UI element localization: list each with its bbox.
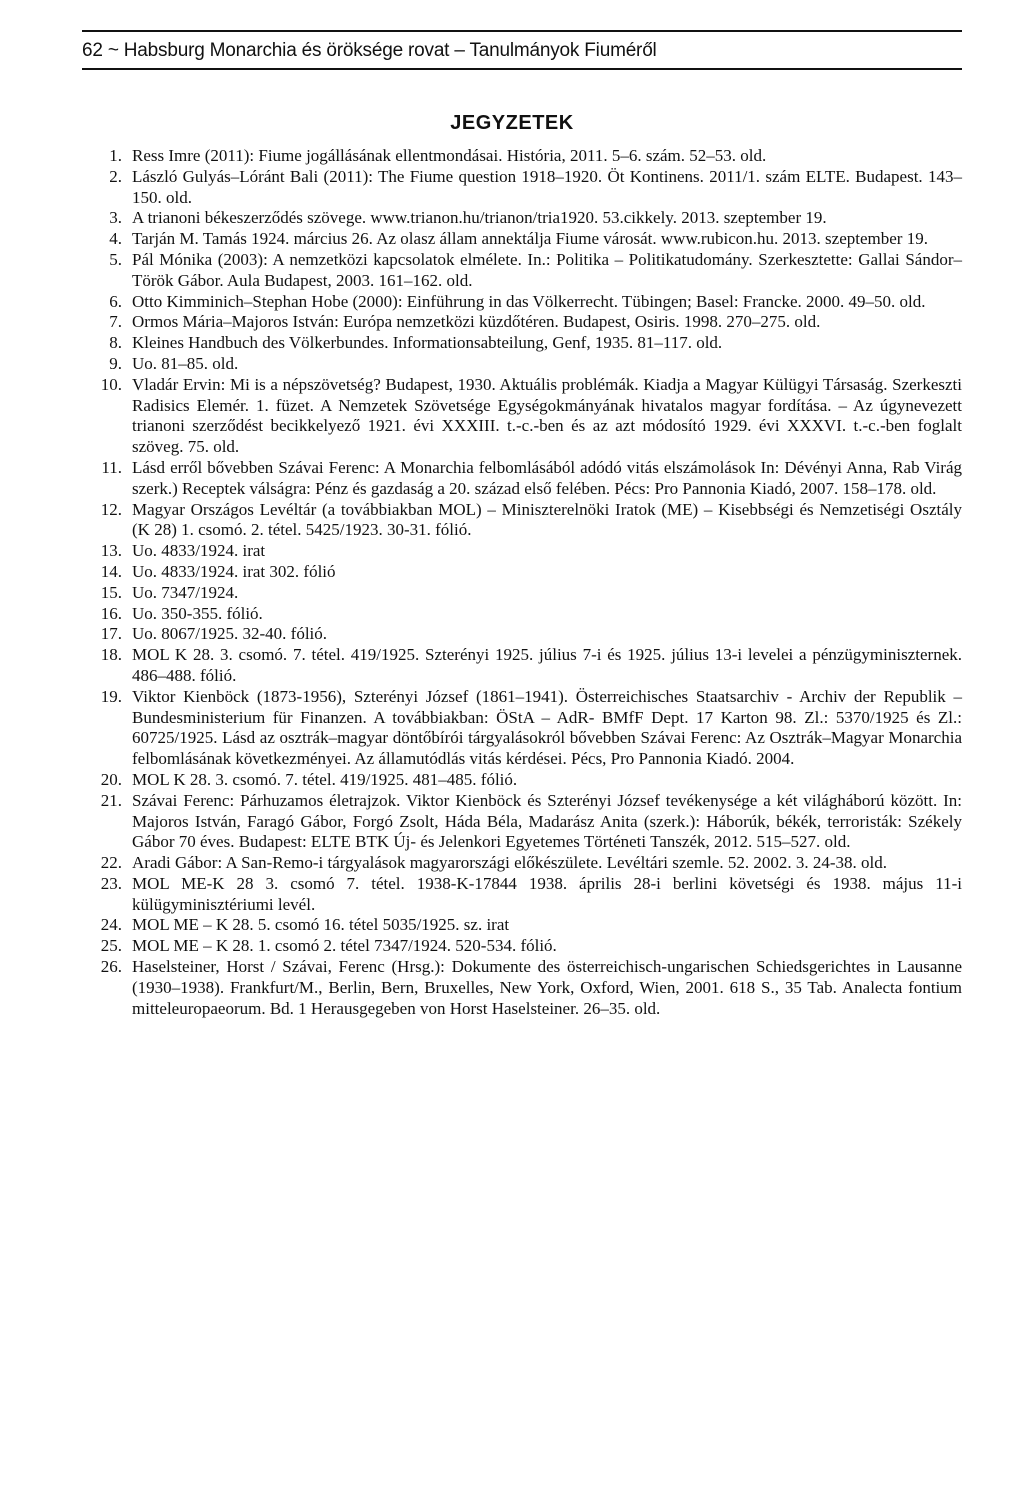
endnote-item	[80, 292, 962, 313]
endnote-text: Tarján M. Tamás 1924. március 26. Az olasz állam annektálja Fiume városát. www.rubicon.hu. 2013. szeptember 19.	[132, 229, 928, 249]
endnote-item	[80, 645, 962, 687]
endnote-text: Magyar Országos Levéltár (a továbbiakban MOL) – Miniszterelnöki Iratok (ME) – Kisebbségi és Nemzetiségi Osztály (K 28) 1. csomó. 2. tétel. 5425/1923. 30-31. fólió.	[132, 499, 962, 540]
endnote-number: 11.	[101, 457, 122, 477]
endnote-number: 5.	[109, 249, 122, 269]
endnote-text: MOL ME – K 28. 1. csomó 2. tétel 7347/1924. 520-534. fólió.	[132, 936, 557, 956]
endnote-text: Viktor Kienböck (1873-1956), Szterényi József (1861–1941). Österreichisches Staatsarchiv - Archiv der Republik – Bundesministerium für Finanzen. A továbbiakban: ÖStA – AdR- BMfF Dept. 17 Karton 98. Zl.: 5370/1925 és Zl.: 60725/1925. Lásd az osztrák–magyar döntőbírói tárgyalásokról bővebben Szávai Ferenc: Az Osztrák–Magyar Monarchia felbomlásának következményei. Az államutódlás vitás kérdései. Pécs, Pro Pannonia Kiadó. 2004.	[132, 686, 962, 769]
endnote-number: 19.	[100, 686, 122, 706]
endnote-text: László Gulyás–Lóránt Bali (2011): The Fiume question 1918–1920. Öt Kontinens. 2011/1. szám ELTE. Budapest. 143–150. old.	[132, 166, 962, 207]
endnote-text: Vladár Ervin: Mi is a népszövetség? Budapest, 1930. Aktuális problémák. Kiadja a Magyar Külügyi Társaság. Szerkeszti Radisics Elemér. 1. füzet. A Nemzetek Szövetsége Egységokmányának hivatalos magyar fordítása. – Az úgynevezett trianoni szerződést becikkelyező 1921. évi XXXIII. t.-c.-ben és az azt módosító 1929. évi XXXVI. t.-c.-ben foglalt szöveg. 75. old.	[132, 374, 962, 457]
endnote-number: 23.	[100, 873, 122, 893]
endnote-item	[80, 146, 962, 167]
endnote-text: MOL ME-K 28 3. csomó 7. tétel. 1938-K-17844 1938. április 28-i berlini követségi és 1938. május 11-i külügyminisztériumi levél.	[132, 873, 962, 914]
endnote-text: Uo. 7347/1924.	[132, 582, 239, 602]
endnote-text: Pál Mónika (2003): A nemzetközi kapcsolatok elmélete. In.: Politika – Politikatudomány. Szerkesztette: Gallai Sándor–Török Gábor. Aula Budapest, 2003. 161–162. old.	[132, 249, 962, 290]
endnote-item	[80, 604, 962, 625]
endnote-text: Otto Kimminich–Stephan Hobe (2000): Einführung in das Völkerrecht. Tübingen; Basel: Francke. 2000. 49–50. old.	[132, 291, 926, 311]
endnote-number: 20.	[100, 769, 122, 789]
endnote-text: Ress Imre (2011): Fiume jogállásának ellentmondásai. História, 2011. 5–6. szám. 52–53. old.	[132, 146, 767, 165]
endnote-item	[80, 500, 962, 542]
endnote-item	[80, 333, 962, 354]
endnote-text: Uo. 4833/1924. irat 302. fólió	[132, 561, 336, 581]
endnote-number: 9.	[109, 353, 122, 373]
endnote-number: 14.	[100, 561, 122, 581]
endnotes-list	[80, 146, 962, 1019]
section-title: JEGYZETEK	[450, 112, 574, 134]
endnote-item	[80, 375, 962, 458]
endnote-number: 6.	[109, 291, 122, 311]
endnote-text: Uo. 4833/1924. irat	[132, 541, 266, 561]
endnote-number: 13.	[100, 541, 122, 561]
endnote-item	[80, 687, 962, 770]
endnote-number: 16.	[100, 603, 122, 623]
endnote-number: 2.	[109, 166, 122, 186]
endnote-text: Uo. 8067/1925. 32-40. fólió.	[132, 624, 328, 644]
endnote-number: 10.	[100, 374, 122, 394]
endnote-number: 17.	[100, 624, 122, 644]
endnote-number: 21.	[100, 790, 122, 810]
header-text: 62 ~ Habsburg Monarchia és öröksége rovat – Tanulmányok Fiuméről	[82, 40, 657, 61]
endnote-item	[80, 791, 962, 853]
endnote-text: Uo. 350-355. fólió.	[132, 603, 263, 623]
endnote-number: 3.	[109, 208, 122, 228]
running-header	[82, 30, 962, 70]
endnote-item	[80, 936, 962, 957]
endnote-number: 15.	[100, 582, 122, 602]
endnote-item	[80, 250, 962, 292]
endnote-number: 8.	[109, 333, 122, 353]
endnote-text: A trianoni békeszerződés szövege. www.trianon.hu/trianon/tria1920. 53.cikkely. 2013. szeptember 19.	[132, 208, 827, 228]
endnote-text: Szávai Ferenc: Párhuzamos életrajzok. Viktor Kienböck és Szterényi József tevékenysége a két világháború között. In: Majoros István, Faragó Gábor, Forgó Zsolt, Háda Béla, Madarász Anita (szerk.): Háborúk, békék, terroristák: Székely Gábor 70 éves. Budapest: ELTE BTK Új- és Jelenkori Egyetemes Történeti Tanszék, 2012. 515–527. old.	[132, 790, 962, 852]
endnote-item	[80, 853, 962, 874]
endnote-number: 12.	[100, 499, 122, 519]
endnote-number: 18.	[100, 645, 122, 665]
endnote-item	[80, 770, 962, 791]
endnote-item	[80, 208, 962, 229]
endnote-item	[80, 541, 962, 562]
endnote-text: MOL ME – K 28. 5. csomó 16. tétel 5035/1925. sz. irat	[132, 915, 510, 935]
endnote-text: Lásd erről bővebben Szávai Ferenc: A Monarchia felbomlásából adódó vitás elszámolások In: Dévényi Anna, Rab Virág szerk.) Receptek válságra: Pénz és gazdaság a 20. század első felében. Pécs: Pro Pannonia Kiadó, 2007. 158–178. old.	[132, 457, 962, 498]
endnote-item	[80, 312, 962, 333]
endnote-item	[80, 458, 962, 500]
endnote-text: Aradi Gábor: A San-Remo-i tárgyalások magyarországi előkészülete. Levéltári szemle. 52. 2002. 3. 24-38. old.	[132, 853, 888, 873]
endnote-item	[80, 354, 962, 375]
endnote-number: 24.	[100, 915, 122, 935]
endnote-text: Uo. 81–85. old.	[132, 353, 239, 373]
endnote-item	[80, 167, 962, 209]
endnote-number: 1.	[109, 146, 122, 165]
endnote-number: 26.	[100, 957, 122, 977]
endnote-text: Kleines Handbuch des Völkerbundes. Informationsabteilung, Genf, 1935. 81–117. old.	[132, 333, 723, 353]
endnote-item	[80, 229, 962, 250]
endnote-text: Haselsteiner, Horst / Szávai, Ferenc (Hrsg.): Dokumente des österreichisch-ungarischen Schiedsgerichtes in Lausanne (1930–1938). Frankfurt/M., Berlin, Bern, Bruxelles, New York, Oxford, Wien, 2001. 618 S., 35 Tab. Analecta fontium mitteleuropaeorum. Bd. 1 Herausgegeben von Horst Haselsteiner. 26–35. old.	[132, 957, 962, 1018]
endnote-item	[80, 624, 962, 645]
endnote-item	[80, 583, 962, 604]
endnote-number: 22.	[100, 853, 122, 873]
endnote-number: 4.	[109, 229, 122, 249]
endnote-number: 25.	[100, 936, 122, 956]
endnote-item	[80, 562, 962, 583]
endnote-item	[80, 915, 962, 936]
endnote-item	[80, 957, 962, 1019]
endnote-text: MOL K 28. 3. csomó. 7. tétel. 419/1925. 481–485. fólió.	[132, 769, 518, 789]
endnote-number: 7.	[109, 312, 122, 332]
endnote-item	[80, 874, 962, 916]
endnote-text: Ormos Mária–Majoros István: Európa nemzetközi küzdőtéren. Budapest, Osiris. 1998. 270–275. old.	[132, 312, 821, 332]
endnote-text: MOL K 28. 3. csomó. 7. tétel. 419/1925. Szterényi 1925. július 7-i és 1925. július 13-i levelei a pénzügyminiszternek. 486–488. fólió.	[132, 645, 962, 685]
